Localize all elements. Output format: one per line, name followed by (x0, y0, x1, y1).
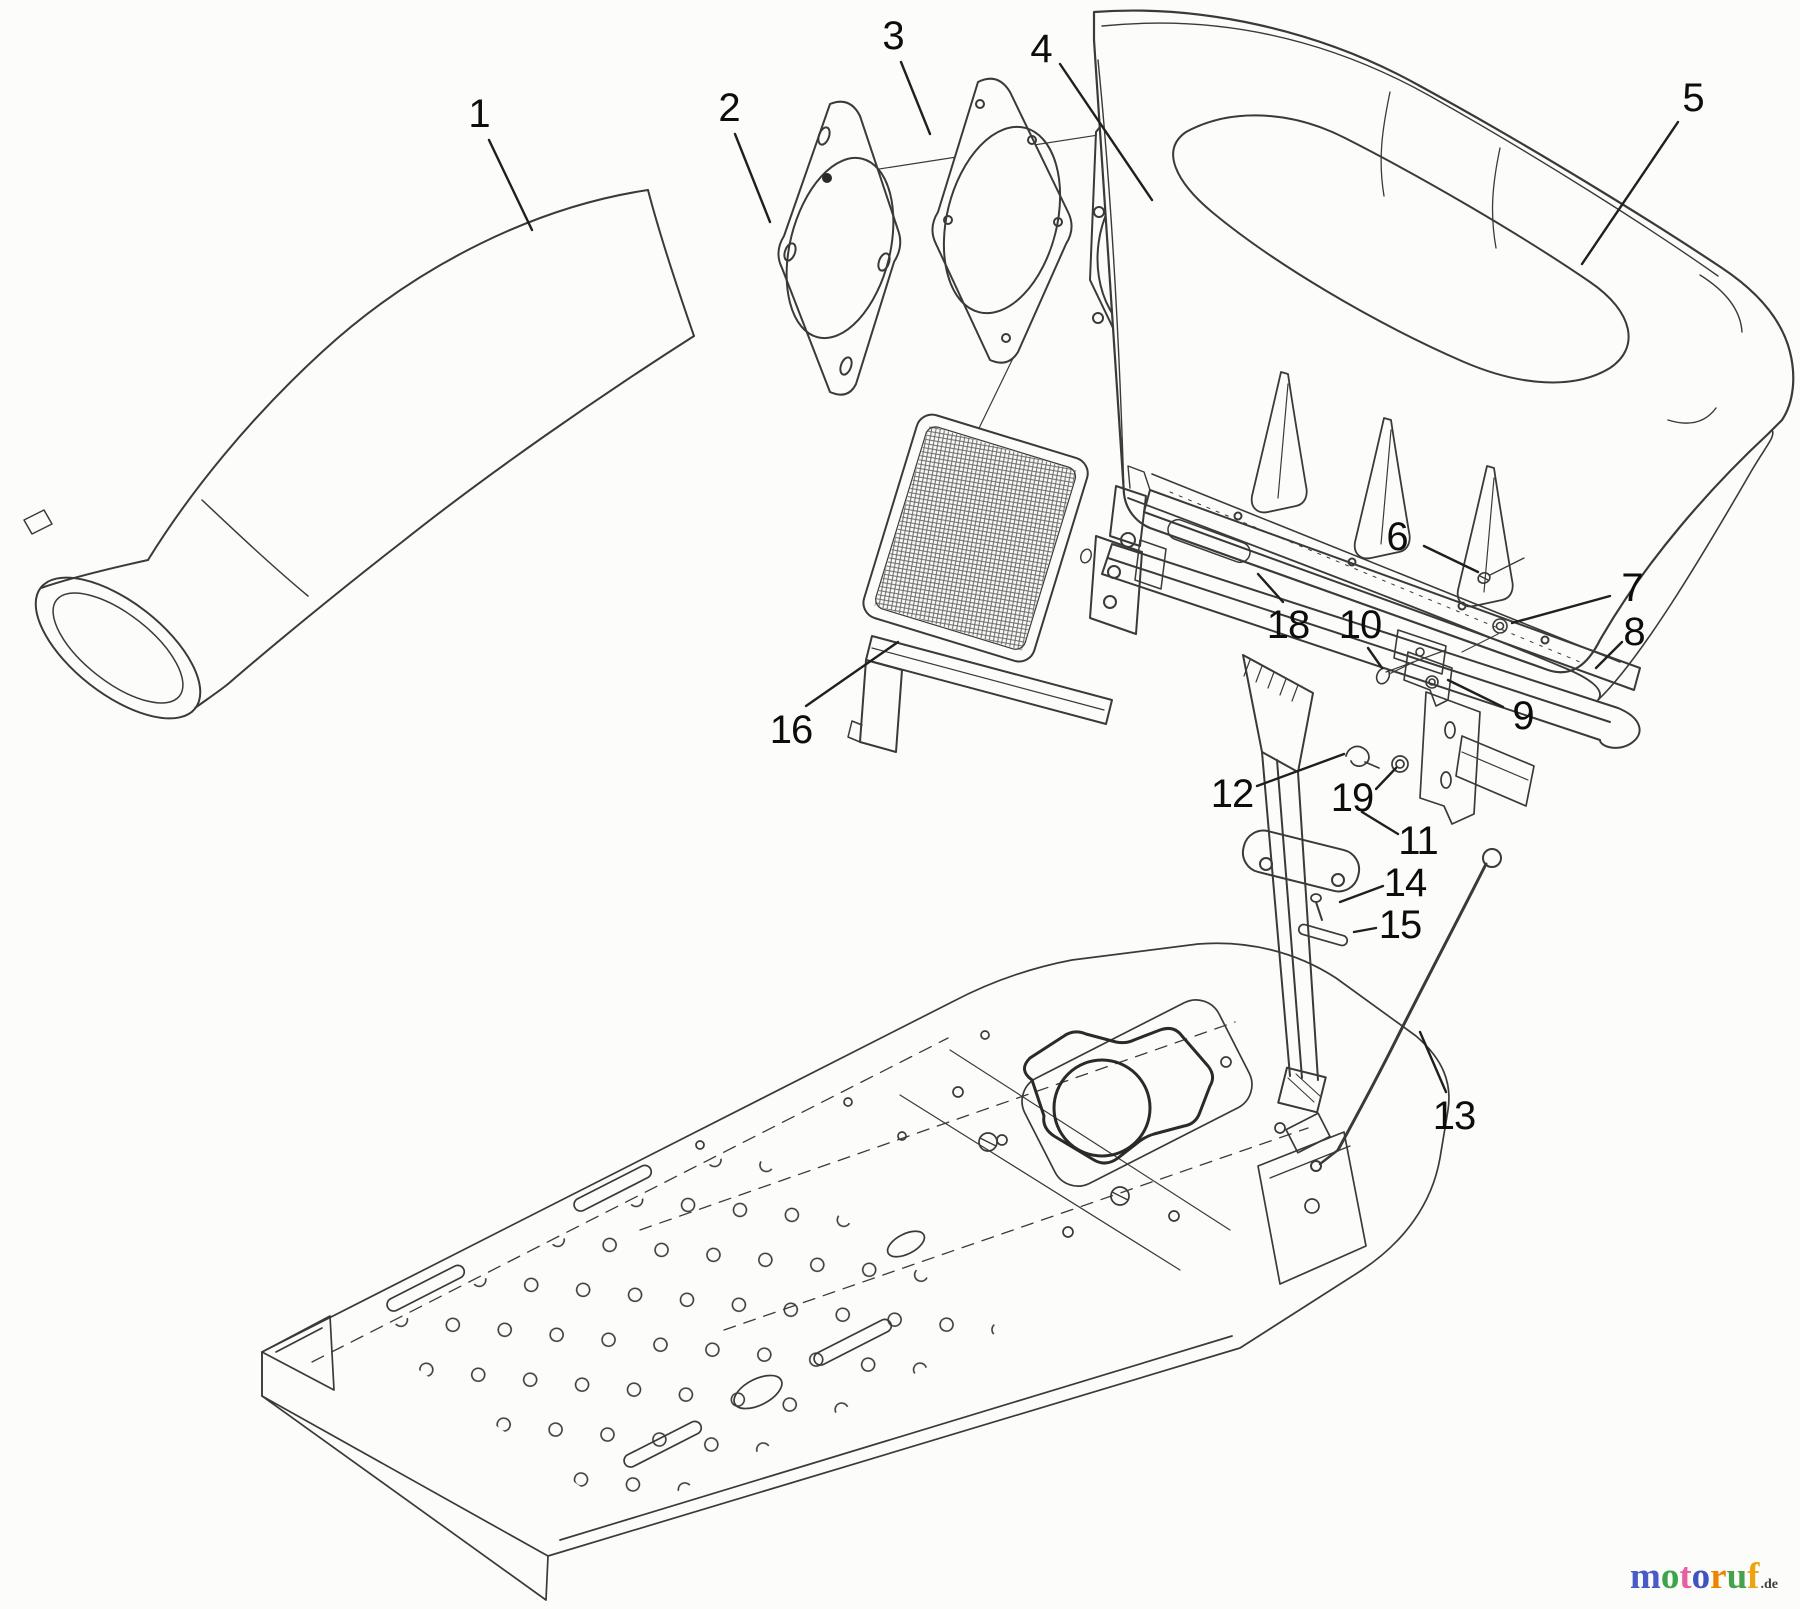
callout-2: 2 (718, 86, 740, 130)
callout-1: 1 (468, 92, 490, 136)
callout-16: 16 (769, 708, 813, 752)
callout-10: 10 (1338, 603, 1382, 647)
callout-5: 5 (1682, 76, 1704, 120)
callout-7: 7 (1621, 566, 1643, 610)
callout-19: 19 (1330, 776, 1374, 820)
leader-line-1 (489, 140, 532, 230)
support-post (1239, 655, 1364, 1112)
gasket-large (926, 79, 1079, 363)
leader-line-14 (1340, 886, 1383, 902)
leader-line-13 (1420, 1032, 1446, 1092)
watermark-letter: o (1691, 1556, 1711, 1597)
callout-11: 11 (1398, 819, 1438, 863)
callout-6: 6 (1386, 515, 1408, 559)
callout-18: 18 (1266, 603, 1310, 647)
watermark-suffix: .de (1760, 1577, 1778, 1592)
callout-8: 8 (1623, 610, 1645, 654)
leader-line-16 (806, 642, 898, 706)
leader-line-19 (1376, 768, 1396, 789)
callout-14: 14 (1383, 861, 1427, 905)
callout-15: 15 (1378, 903, 1422, 947)
leader-line-3 (901, 62, 930, 134)
chassis-frame (262, 943, 1449, 1600)
leader-line-2 (735, 134, 770, 222)
watermark-letter: o (1660, 1556, 1680, 1597)
callout-12: 12 (1210, 772, 1254, 816)
watermark-letter: t (1679, 1556, 1692, 1597)
callout-9: 9 (1512, 694, 1534, 738)
callout-3: 3 (882, 14, 904, 58)
callout-4: 4 (1030, 27, 1052, 71)
leader-line-15 (1354, 928, 1376, 932)
watermark-letter: r (1710, 1556, 1727, 1597)
watermark-letter: f (1747, 1556, 1760, 1597)
leader-line-18 (1258, 574, 1283, 602)
watermark-letter: m (1630, 1556, 1661, 1597)
leader-line-8 (1596, 642, 1622, 668)
discharge-chute (12, 190, 694, 745)
debris-screen (848, 411, 1166, 752)
watermark-letter: u (1726, 1556, 1748, 1597)
callout-13: 13 (1432, 1094, 1476, 1138)
watermark-logo (1630, 1558, 1778, 1595)
gasket-small (769, 102, 911, 395)
